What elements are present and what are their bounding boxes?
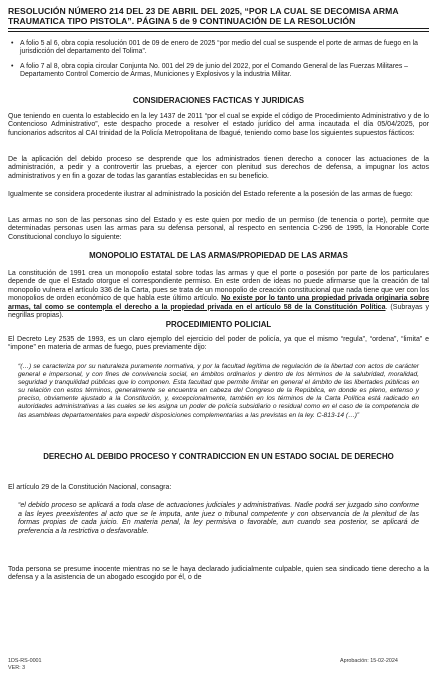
- paragraph: Que teniendo en cuenta lo establecido en la ley 1437 de 2011 “por el cual se expide el código de Procedimiento Administrativo y de lo Contencioso Administrativo”, este despacho procede a resolver el estado jurídico del arma incautada el día 05/04/2025, por funcionarios adscritos al CAI trinidad de la Policía Metropolitana de Ibagué, teniendo como base los siguientes supuestos fácticos:: [8, 113, 429, 137]
- paragraph-text: La constitución de 1991 crea un monopolio estatal sobre todas las armas y que el porte o posesión por parte de los particulares depende de que el Estado otorgue el correspondiente permiso. En este orden de ideas no puede afirmarse que la creación de tal monopolio vulnera el artículo 336 de la Carta, pues se trata de un monopolio de creación constitucional que nada tiene que ver con los monopolios de orden económico de que habla este último artículo.: [8, 270, 429, 303]
- emphasis-text: No existe por lo tanto una propiedad privada originaria sobre armas, tal como se contempla el derecho a la propiedad privada en el artículo 58 de la Constitución Política: [8, 295, 429, 311]
- paragraph: De la aplicación del debido proceso se desprende que los administrados tienen derecho a conocer las actuaciones de la administración, a pedir y a controvertir las pruebas, a ejercer con plenitud sus derechos de defensa, a impugnar los actos administrativos y en fin a gozar de todas las garantías establecidas en su beneficio.: [8, 156, 429, 180]
- paragraph: Toda persona se presume inocente mientras no se le haya declarado judicialmente culpable, quien sea sindicado tiene derecho a la defensa y a la asistencia de un abogado escogido por él, o de: [8, 566, 429, 582]
- paragraph-text: . (Subrayas y negrillas propias).: [8, 303, 430, 320]
- approval-date: Aprobación: 15-02-2024: [340, 658, 398, 664]
- document-code: 1DS-RS-0001: [8, 658, 42, 664]
- quote-block: “el debido proceso se aplicará a toda clase de actuaciones judiciales y administrativas. Nadie podrá ser juzgado sino conforme a las leyes preexistentes al acto que se le imputa, ante juez o tribunal competente y con observancia de la plenitud de las formas propias de cada juicio. En materia penal, la ley permisiva o favorable, aun cuando sea posterior, se aplicará de preferencia a la restrictiva o desfavorable.: [18, 502, 419, 535]
- bullet-icon: •: [11, 40, 14, 47]
- paragraph: El artículo 29 de la Constitución Nacional, consagra:: [8, 484, 172, 491]
- paragraph-monopolio: [8, 270, 429, 321]
- section-heading-consideraciones: CONSIDERACIONES FACTICAS Y JURIDICAS: [132, 96, 305, 105]
- header-rule: [8, 28, 429, 29]
- header-rule-thin: [8, 31, 429, 32]
- section-heading-policial: PROCEDIMIENTO POLICIAL: [165, 320, 272, 329]
- bullet-icon: •: [11, 63, 14, 70]
- document-version: VER: 3: [8, 665, 26, 671]
- resolution-header: RESOLUCIÓN NÚMERO 214 DEL 23 DE ABRIL DEL 2025, “POR LA CUAL SE DECOMISA ARMA TRAUMATICA TIPO PISTOLA”. PÁGINA 5 de 9 CONTINUACIÓN DE LA RESOLUCIÓN: [8, 6, 399, 27]
- list-item: [11, 40, 425, 57]
- list-item: [11, 63, 425, 80]
- paragraph: Igualmente se considera procedente ilustrar al administrado la posición del Estado referente a la posesión de las armas de fuego:: [8, 191, 413, 198]
- paragraph: El Decreto Ley 2535 de 1993, es un claro ejemplo del ejercicio del poder de policía, ya que el mismo “regula”, “ordena”, “limita” e “impone” en materia de armas de fuego, pues previamente dijo:: [8, 336, 429, 352]
- paragraph: Las armas no son de las personas sino del Estado y es este quien por medio de un permiso (de tenencia o porte), permite que determinadas personas usen las armas para su defensa personal, al respecto en sentencia C-296 de 1995, la Honorable Corte Constitucional concluyo lo siguiente:: [8, 217, 429, 241]
- list-item-text: A folio 5 al 6, obra copia resolución 001 de 09 de enero de 2025 “por medio del cual se suspende el porte de armas de fuego en la jurisdicción del departamento del Tolima”.: [20, 40, 419, 56]
- list-item-text: A folio 7 al 8, obra copia circular Conjunta No. 001 del 29 de junio del 2022, por el Comando General de las Fuerzas Militares – Departamento Control Comercio de Armas, Municiones y Explosivos y la industria Militar.: [20, 63, 409, 79]
- quote-block: “(…) se caracteriza por su naturaleza puramente normativa, y por la facultad legítima de regulación de la libertad con actos de carácter general e impersonal, y con fines de convivencia social, en ámbitos ordinarios y dentro de los términos de la salubridad, moralidad, seguridad y tranquilidad públicas que lo componen. Esta facultad que permite limitar en general el ámbito de las libertades públicas en su relación con estos términos, generalmente se encuentra en cabeza del Congreso de la República, en donde es pleno, extenso y preciso, obviamente ajustado a la Constitución, y, excepcionalmente, también en los términos de la Carta Política está radicado en autoridades administrativas a las cuales se les asigna un poder de policía subsidiario o residual como en el caso de la competencia de las asambleas departamentales para expedir disposiciones complementarias a las previstas en la ley. C-813-14 (…)”: [18, 363, 419, 419]
- section-heading-monopolio: MONOPOLIO ESTATAL DE LAS ARMAS/PROPIEDAD DE LAS ARMAS: [89, 251, 348, 260]
- section-heading-debido-proceso: DERECHO AL DEBIDO PROCESO Y CONTRADICCION EN UN ESTADO SOCIAL DE DERECHO: [43, 452, 394, 461]
